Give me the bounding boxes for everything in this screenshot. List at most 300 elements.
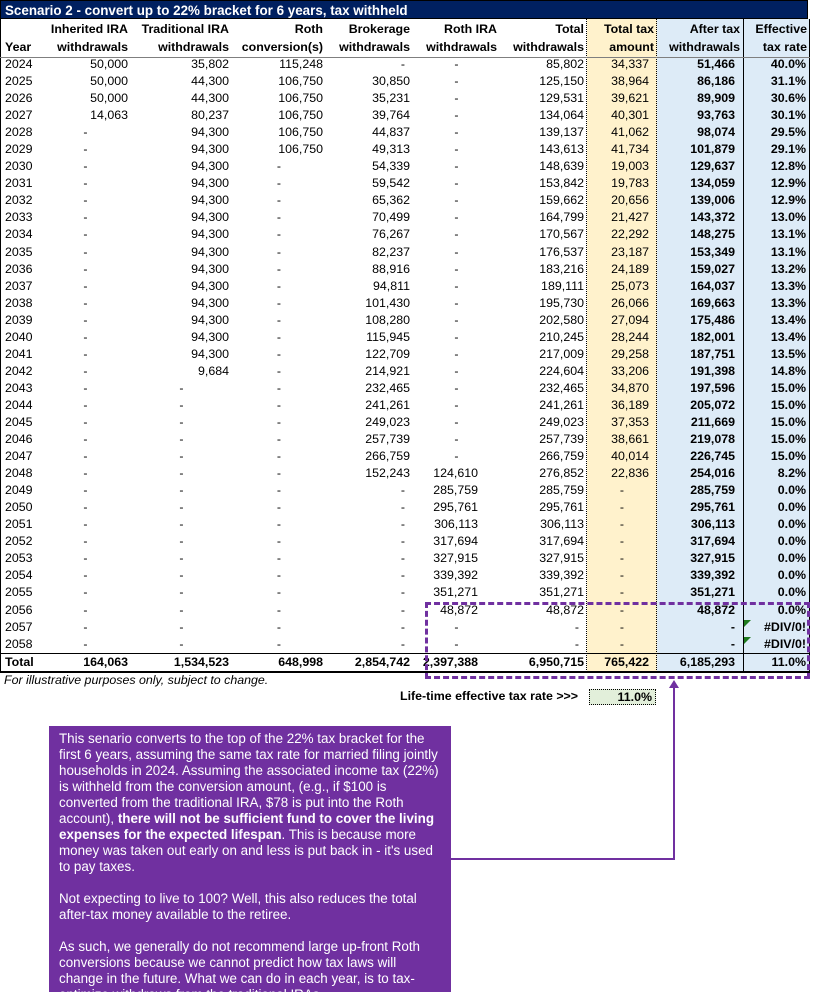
cell-effective-rate[interactable] bbox=[743, 90, 810, 107]
cell-traditional-ira[interactable] bbox=[131, 209, 232, 226]
cell-total-tax[interactable] bbox=[587, 516, 657, 533]
cell-roth-ira[interactable] bbox=[413, 278, 500, 295]
cell-total-tax[interactable] bbox=[587, 567, 657, 584]
cell-after-tax[interactable] bbox=[657, 329, 743, 346]
cell-total-tax[interactable] bbox=[587, 363, 657, 380]
cell-roth-ira[interactable] bbox=[413, 124, 500, 141]
cell-after-tax[interactable] bbox=[657, 312, 743, 329]
cell-effective-rate[interactable] bbox=[743, 346, 810, 363]
cell-brokerage[interactable] bbox=[326, 90, 413, 107]
cell-year[interactable] bbox=[0, 346, 40, 363]
cell-effective-rate[interactable] bbox=[743, 550, 810, 567]
cell-effective-rate[interactable] bbox=[743, 295, 810, 312]
lifetime-rate-value[interactable]: 11.0% bbox=[589, 689, 656, 705]
cell-year[interactable] bbox=[0, 550, 40, 567]
cell-year[interactable] bbox=[0, 312, 40, 329]
cell-traditional-ira[interactable] bbox=[131, 244, 232, 261]
cell-total-withdrawals[interactable] bbox=[500, 465, 587, 482]
cell-total-withdrawals[interactable] bbox=[500, 550, 587, 567]
cell-roth-conversion[interactable] bbox=[232, 141, 326, 158]
cell-brokerage[interactable] bbox=[326, 584, 413, 601]
cell-total-tax[interactable] bbox=[587, 141, 657, 158]
cell-roth-conversion[interactable] bbox=[232, 295, 326, 312]
cell-brokerage[interactable] bbox=[326, 602, 413, 619]
cell-after-tax[interactable] bbox=[657, 465, 743, 482]
cell-brokerage[interactable] bbox=[326, 363, 413, 380]
cell-effective-rate[interactable] bbox=[743, 465, 810, 482]
cell-roth-ira[interactable] bbox=[413, 346, 500, 363]
cell-traditional-ira[interactable] bbox=[131, 448, 232, 465]
cell-inherited-ira[interactable] bbox=[40, 533, 131, 550]
cell-brokerage[interactable] bbox=[326, 482, 413, 499]
cell-total-withdrawals[interactable] bbox=[500, 56, 587, 73]
cell-inherited-ira[interactable] bbox=[40, 107, 131, 124]
cell-after-tax[interactable] bbox=[657, 346, 743, 363]
cell-effective-rate[interactable] bbox=[743, 56, 810, 73]
cell-total-tax[interactable] bbox=[587, 550, 657, 567]
cell-roth-conversion[interactable] bbox=[232, 414, 326, 431]
cell-total-withdrawals[interactable] bbox=[500, 175, 587, 192]
cell-effective-rate[interactable] bbox=[743, 192, 810, 209]
cell-inherited-ira[interactable] bbox=[40, 346, 131, 363]
cell-after-tax[interactable] bbox=[657, 261, 743, 278]
cell-inherited-ira[interactable] bbox=[40, 261, 131, 278]
cell-effective-rate[interactable] bbox=[743, 107, 810, 124]
cell-roth-ira[interactable] bbox=[413, 363, 500, 380]
cell-total-tax[interactable] bbox=[587, 56, 657, 73]
cell-roth-conversion[interactable] bbox=[232, 312, 326, 329]
cell-inherited-ira[interactable] bbox=[40, 653, 131, 672]
cell-inherited-ira[interactable] bbox=[40, 397, 131, 414]
cell-roth-ira[interactable] bbox=[413, 226, 500, 243]
cell-roth-conversion[interactable] bbox=[232, 329, 326, 346]
cell-total-withdrawals[interactable] bbox=[500, 363, 587, 380]
cell-traditional-ira[interactable] bbox=[131, 73, 232, 90]
cell-roth-conversion[interactable] bbox=[232, 192, 326, 209]
cell-traditional-ira[interactable] bbox=[131, 226, 232, 243]
cell-after-tax[interactable] bbox=[657, 192, 743, 209]
cell-roth-conversion[interactable] bbox=[232, 653, 326, 672]
cell-inherited-ira[interactable] bbox=[40, 567, 131, 584]
cell-inherited-ira[interactable] bbox=[40, 141, 131, 158]
cell-traditional-ira[interactable] bbox=[131, 158, 232, 175]
cell-inherited-ira[interactable] bbox=[40, 73, 131, 90]
cell-roth-conversion[interactable] bbox=[232, 261, 326, 278]
cell-after-tax[interactable] bbox=[657, 380, 743, 397]
cell-year[interactable] bbox=[0, 465, 40, 482]
cell-total-tax[interactable] bbox=[587, 414, 657, 431]
cell-total-withdrawals[interactable] bbox=[500, 567, 587, 584]
cell-roth-ira[interactable] bbox=[413, 56, 500, 73]
cell-effective-rate[interactable] bbox=[743, 175, 810, 192]
cell-effective-rate[interactable] bbox=[743, 567, 810, 584]
cell-total-withdrawals[interactable] bbox=[500, 312, 587, 329]
cell-effective-rate[interactable] bbox=[743, 278, 810, 295]
cell-brokerage[interactable] bbox=[326, 448, 413, 465]
cell-after-tax[interactable] bbox=[657, 56, 743, 73]
cell-after-tax[interactable] bbox=[657, 90, 743, 107]
cell-after-tax[interactable] bbox=[657, 295, 743, 312]
cell-traditional-ira[interactable] bbox=[131, 329, 232, 346]
cell-year[interactable] bbox=[0, 141, 40, 158]
cell-brokerage[interactable] bbox=[326, 73, 413, 90]
cell-year[interactable] bbox=[0, 636, 40, 654]
cell-traditional-ira[interactable] bbox=[131, 533, 232, 550]
cell-brokerage[interactable] bbox=[326, 397, 413, 414]
cell-year[interactable] bbox=[0, 533, 40, 550]
cell-inherited-ira[interactable] bbox=[40, 482, 131, 499]
cell-roth-ira[interactable] bbox=[413, 261, 500, 278]
cell-roth-ira[interactable] bbox=[413, 175, 500, 192]
cell-roth-conversion[interactable] bbox=[232, 431, 326, 448]
cell-effective-rate[interactable] bbox=[743, 209, 810, 226]
cell-brokerage[interactable] bbox=[326, 175, 413, 192]
cell-total-withdrawals[interactable] bbox=[500, 141, 587, 158]
cell-year[interactable] bbox=[0, 124, 40, 141]
cell-inherited-ira[interactable] bbox=[40, 192, 131, 209]
cell-total-withdrawals[interactable] bbox=[500, 584, 587, 601]
cell-after-tax[interactable] bbox=[657, 226, 743, 243]
cell-roth-ira[interactable] bbox=[413, 567, 500, 584]
cell-total-withdrawals[interactable] bbox=[500, 414, 587, 431]
cell-total-withdrawals[interactable] bbox=[500, 380, 587, 397]
cell-roth-conversion[interactable] bbox=[232, 636, 326, 654]
cell-after-tax[interactable] bbox=[657, 550, 743, 567]
cell-inherited-ira[interactable] bbox=[40, 244, 131, 261]
cell-traditional-ira[interactable] bbox=[131, 414, 232, 431]
cell-roth-conversion[interactable] bbox=[232, 209, 326, 226]
cell-total-tax[interactable] bbox=[587, 244, 657, 261]
cell-effective-rate[interactable] bbox=[743, 516, 810, 533]
cell-roth-conversion[interactable] bbox=[232, 278, 326, 295]
cell-roth-ira[interactable] bbox=[413, 499, 500, 516]
cell-roth-ira[interactable] bbox=[413, 516, 500, 533]
cell-effective-rate[interactable] bbox=[743, 499, 810, 516]
cell-year[interactable] bbox=[0, 431, 40, 448]
cell-brokerage[interactable] bbox=[326, 141, 413, 158]
cell-traditional-ira[interactable] bbox=[131, 653, 232, 672]
cell-roth-conversion[interactable] bbox=[232, 107, 326, 124]
cell-total-withdrawals[interactable] bbox=[500, 226, 587, 243]
cell-year[interactable] bbox=[0, 516, 40, 533]
cell-brokerage[interactable] bbox=[326, 295, 413, 312]
cell-effective-rate[interactable] bbox=[743, 431, 810, 448]
cell-total-tax[interactable] bbox=[587, 278, 657, 295]
cell-total-tax[interactable] bbox=[587, 73, 657, 90]
cell-total-withdrawals[interactable] bbox=[500, 448, 587, 465]
cell-roth-ira[interactable] bbox=[413, 244, 500, 261]
cell-year[interactable] bbox=[0, 329, 40, 346]
cell-total-tax[interactable] bbox=[587, 175, 657, 192]
cell-total-withdrawals[interactable] bbox=[500, 209, 587, 226]
cell-total-tax[interactable] bbox=[587, 431, 657, 448]
cell-roth-ira[interactable] bbox=[413, 329, 500, 346]
cell-total-tax[interactable] bbox=[587, 209, 657, 226]
cell-year[interactable] bbox=[0, 397, 40, 414]
cell-roth-ira[interactable] bbox=[413, 431, 500, 448]
cell-effective-rate[interactable] bbox=[743, 329, 810, 346]
cell-roth-ira[interactable] bbox=[413, 414, 500, 431]
cell-inherited-ira[interactable] bbox=[40, 209, 131, 226]
cell-inherited-ira[interactable] bbox=[40, 516, 131, 533]
cell-total-withdrawals[interactable] bbox=[500, 516, 587, 533]
cell-after-tax[interactable] bbox=[657, 397, 743, 414]
cell-roth-ira[interactable] bbox=[413, 90, 500, 107]
cell-inherited-ira[interactable] bbox=[40, 90, 131, 107]
cell-roth-ira[interactable] bbox=[413, 295, 500, 312]
cell-brokerage[interactable] bbox=[326, 226, 413, 243]
cell-after-tax[interactable] bbox=[657, 73, 743, 90]
cell-inherited-ira[interactable] bbox=[40, 226, 131, 243]
cell-year[interactable] bbox=[0, 73, 40, 90]
cell-roth-ira[interactable] bbox=[413, 158, 500, 175]
cell-total-tax[interactable] bbox=[587, 380, 657, 397]
cell-inherited-ira[interactable] bbox=[40, 158, 131, 175]
cell-total-tax[interactable] bbox=[587, 158, 657, 175]
cell-total-withdrawals[interactable] bbox=[500, 482, 587, 499]
cell-year[interactable] bbox=[0, 653, 40, 672]
cell-inherited-ira[interactable] bbox=[40, 124, 131, 141]
cell-roth-conversion[interactable] bbox=[232, 499, 326, 516]
cell-after-tax[interactable] bbox=[657, 209, 743, 226]
cell-brokerage[interactable] bbox=[326, 124, 413, 141]
cell-total-withdrawals[interactable] bbox=[500, 107, 587, 124]
cell-after-tax[interactable] bbox=[657, 516, 743, 533]
cell-traditional-ira[interactable] bbox=[131, 482, 232, 499]
cell-effective-rate[interactable] bbox=[743, 448, 810, 465]
cell-inherited-ira[interactable] bbox=[40, 312, 131, 329]
cell-inherited-ira[interactable] bbox=[40, 465, 131, 482]
cell-inherited-ira[interactable] bbox=[40, 363, 131, 380]
cell-total-withdrawals[interactable] bbox=[500, 533, 587, 550]
cell-roth-conversion[interactable] bbox=[232, 584, 326, 601]
cell-traditional-ira[interactable] bbox=[131, 192, 232, 209]
cell-total-tax[interactable] bbox=[587, 448, 657, 465]
cell-year[interactable] bbox=[0, 567, 40, 584]
cell-year[interactable] bbox=[0, 619, 40, 636]
cell-total-withdrawals[interactable] bbox=[500, 73, 587, 90]
cell-effective-rate[interactable] bbox=[743, 533, 810, 550]
cell-traditional-ira[interactable] bbox=[131, 175, 232, 192]
cell-brokerage[interactable] bbox=[326, 550, 413, 567]
cell-traditional-ira[interactable] bbox=[131, 141, 232, 158]
cell-total-tax[interactable] bbox=[587, 584, 657, 601]
cell-total-tax[interactable] bbox=[587, 499, 657, 516]
cell-after-tax[interactable] bbox=[657, 567, 743, 584]
cell-inherited-ira[interactable] bbox=[40, 602, 131, 619]
cell-traditional-ira[interactable] bbox=[131, 602, 232, 619]
cell-effective-rate[interactable] bbox=[743, 397, 810, 414]
cell-inherited-ira[interactable] bbox=[40, 636, 131, 654]
cell-roth-conversion[interactable] bbox=[232, 567, 326, 584]
cell-total-tax[interactable] bbox=[587, 295, 657, 312]
cell-inherited-ira[interactable] bbox=[40, 295, 131, 312]
cell-year[interactable] bbox=[0, 499, 40, 516]
cell-brokerage[interactable] bbox=[326, 431, 413, 448]
cell-year[interactable] bbox=[0, 448, 40, 465]
cell-year[interactable] bbox=[0, 261, 40, 278]
cell-total-withdrawals[interactable] bbox=[500, 90, 587, 107]
cell-brokerage[interactable] bbox=[326, 56, 413, 73]
cell-roth-ira[interactable] bbox=[413, 312, 500, 329]
cell-effective-rate[interactable] bbox=[743, 73, 810, 90]
cell-year[interactable] bbox=[0, 278, 40, 295]
cell-traditional-ira[interactable] bbox=[131, 499, 232, 516]
cell-total-withdrawals[interactable] bbox=[500, 192, 587, 209]
cell-year[interactable] bbox=[0, 244, 40, 261]
cell-effective-rate[interactable] bbox=[743, 261, 810, 278]
cell-brokerage[interactable] bbox=[326, 192, 413, 209]
cell-roth-ira[interactable] bbox=[413, 550, 500, 567]
cell-total-withdrawals[interactable] bbox=[500, 158, 587, 175]
cell-roth-conversion[interactable] bbox=[232, 619, 326, 636]
cell-year[interactable] bbox=[0, 226, 40, 243]
cell-inherited-ira[interactable] bbox=[40, 431, 131, 448]
cell-after-tax[interactable] bbox=[657, 244, 743, 261]
cell-inherited-ira[interactable] bbox=[40, 278, 131, 295]
cell-year[interactable] bbox=[0, 295, 40, 312]
cell-roth-conversion[interactable] bbox=[232, 465, 326, 482]
cell-inherited-ira[interactable] bbox=[40, 499, 131, 516]
cell-inherited-ira[interactable] bbox=[40, 550, 131, 567]
cell-inherited-ira[interactable] bbox=[40, 414, 131, 431]
cell-traditional-ira[interactable] bbox=[131, 431, 232, 448]
cell-roth-ira[interactable] bbox=[413, 209, 500, 226]
cell-brokerage[interactable] bbox=[326, 312, 413, 329]
cell-year[interactable] bbox=[0, 482, 40, 499]
cell-roth-conversion[interactable] bbox=[232, 550, 326, 567]
cell-brokerage[interactable] bbox=[326, 465, 413, 482]
cell-traditional-ira[interactable] bbox=[131, 516, 232, 533]
cell-traditional-ira[interactable] bbox=[131, 567, 232, 584]
cell-roth-ira[interactable] bbox=[413, 141, 500, 158]
cell-roth-conversion[interactable] bbox=[232, 175, 326, 192]
cell-roth-ira[interactable] bbox=[413, 584, 500, 601]
cell-year[interactable] bbox=[0, 107, 40, 124]
cell-total-withdrawals[interactable] bbox=[500, 295, 587, 312]
cell-total-tax[interactable] bbox=[587, 533, 657, 550]
cell-roth-ira[interactable] bbox=[413, 448, 500, 465]
cell-traditional-ira[interactable] bbox=[131, 295, 232, 312]
cell-traditional-ira[interactable] bbox=[131, 550, 232, 567]
cell-after-tax[interactable] bbox=[657, 141, 743, 158]
cell-roth-conversion[interactable] bbox=[232, 448, 326, 465]
cell-traditional-ira[interactable] bbox=[131, 619, 232, 636]
cell-roth-conversion[interactable] bbox=[232, 244, 326, 261]
cell-total-tax[interactable] bbox=[587, 482, 657, 499]
cell-year[interactable] bbox=[0, 158, 40, 175]
cell-effective-rate[interactable] bbox=[743, 584, 810, 601]
cell-traditional-ira[interactable] bbox=[131, 107, 232, 124]
cell-brokerage[interactable] bbox=[326, 499, 413, 516]
cell-brokerage[interactable] bbox=[326, 567, 413, 584]
cell-effective-rate[interactable] bbox=[743, 244, 810, 261]
cell-roth-conversion[interactable] bbox=[232, 226, 326, 243]
cell-total-tax[interactable] bbox=[587, 397, 657, 414]
cell-roth-ira[interactable] bbox=[413, 73, 500, 90]
cell-year[interactable] bbox=[0, 584, 40, 601]
cell-traditional-ira[interactable] bbox=[131, 278, 232, 295]
cell-after-tax[interactable] bbox=[657, 431, 743, 448]
cell-brokerage[interactable] bbox=[326, 636, 413, 654]
cell-brokerage[interactable] bbox=[326, 516, 413, 533]
cell-brokerage[interactable] bbox=[326, 533, 413, 550]
cell-roth-conversion[interactable] bbox=[232, 482, 326, 499]
cell-brokerage[interactable] bbox=[326, 414, 413, 431]
cell-roth-conversion[interactable] bbox=[232, 516, 326, 533]
cell-year[interactable] bbox=[0, 363, 40, 380]
cell-total-withdrawals[interactable] bbox=[500, 346, 587, 363]
cell-traditional-ira[interactable] bbox=[131, 346, 232, 363]
cell-total-tax[interactable] bbox=[587, 226, 657, 243]
cell-brokerage[interactable] bbox=[326, 346, 413, 363]
cell-year[interactable] bbox=[0, 192, 40, 209]
cell-year[interactable] bbox=[0, 414, 40, 431]
cell-brokerage[interactable] bbox=[326, 261, 413, 278]
cell-effective-rate[interactable] bbox=[743, 414, 810, 431]
cell-effective-rate[interactable] bbox=[743, 141, 810, 158]
cell-traditional-ira[interactable] bbox=[131, 312, 232, 329]
cell-effective-rate[interactable] bbox=[743, 158, 810, 175]
cell-inherited-ira[interactable] bbox=[40, 56, 131, 73]
cell-total-tax[interactable] bbox=[587, 107, 657, 124]
cell-total-tax[interactable] bbox=[587, 90, 657, 107]
cell-after-tax[interactable] bbox=[657, 124, 743, 141]
cell-effective-rate[interactable] bbox=[743, 380, 810, 397]
cell-total-tax[interactable] bbox=[587, 465, 657, 482]
cell-roth-conversion[interactable] bbox=[232, 397, 326, 414]
cell-roth-conversion[interactable] bbox=[232, 533, 326, 550]
cell-traditional-ira[interactable] bbox=[131, 584, 232, 601]
cell-inherited-ira[interactable] bbox=[40, 380, 131, 397]
cell-roth-conversion[interactable] bbox=[232, 90, 326, 107]
cell-roth-ira[interactable] bbox=[413, 192, 500, 209]
cell-brokerage[interactable] bbox=[326, 619, 413, 636]
cell-year[interactable] bbox=[0, 380, 40, 397]
cell-inherited-ira[interactable] bbox=[40, 329, 131, 346]
cell-total-tax[interactable] bbox=[587, 346, 657, 363]
cell-roth-ira[interactable] bbox=[413, 533, 500, 550]
cell-traditional-ira[interactable] bbox=[131, 56, 232, 73]
cell-total-tax[interactable] bbox=[587, 124, 657, 141]
cell-total-withdrawals[interactable] bbox=[500, 261, 587, 278]
cell-brokerage[interactable] bbox=[326, 107, 413, 124]
cell-year[interactable] bbox=[0, 209, 40, 226]
cell-traditional-ira[interactable] bbox=[131, 363, 232, 380]
cell-total-withdrawals[interactable] bbox=[500, 499, 587, 516]
cell-total-tax[interactable] bbox=[587, 312, 657, 329]
cell-after-tax[interactable] bbox=[657, 448, 743, 465]
cell-effective-rate[interactable] bbox=[743, 312, 810, 329]
cell-roth-ira[interactable] bbox=[413, 380, 500, 397]
cell-total-tax[interactable] bbox=[587, 329, 657, 346]
cell-roth-ira[interactable] bbox=[413, 465, 500, 482]
cell-inherited-ira[interactable] bbox=[40, 584, 131, 601]
cell-effective-rate[interactable] bbox=[743, 482, 810, 499]
cell-year[interactable] bbox=[0, 602, 40, 619]
cell-brokerage[interactable] bbox=[326, 244, 413, 261]
cell-traditional-ira[interactable] bbox=[131, 90, 232, 107]
cell-effective-rate[interactable] bbox=[743, 226, 810, 243]
cell-traditional-ira[interactable] bbox=[131, 397, 232, 414]
cell-roth-conversion[interactable] bbox=[232, 124, 326, 141]
cell-total-withdrawals[interactable] bbox=[500, 397, 587, 414]
cell-after-tax[interactable] bbox=[657, 363, 743, 380]
cell-year[interactable] bbox=[0, 56, 40, 73]
cell-after-tax[interactable] bbox=[657, 499, 743, 516]
cell-after-tax[interactable] bbox=[657, 584, 743, 601]
cell-after-tax[interactable] bbox=[657, 533, 743, 550]
